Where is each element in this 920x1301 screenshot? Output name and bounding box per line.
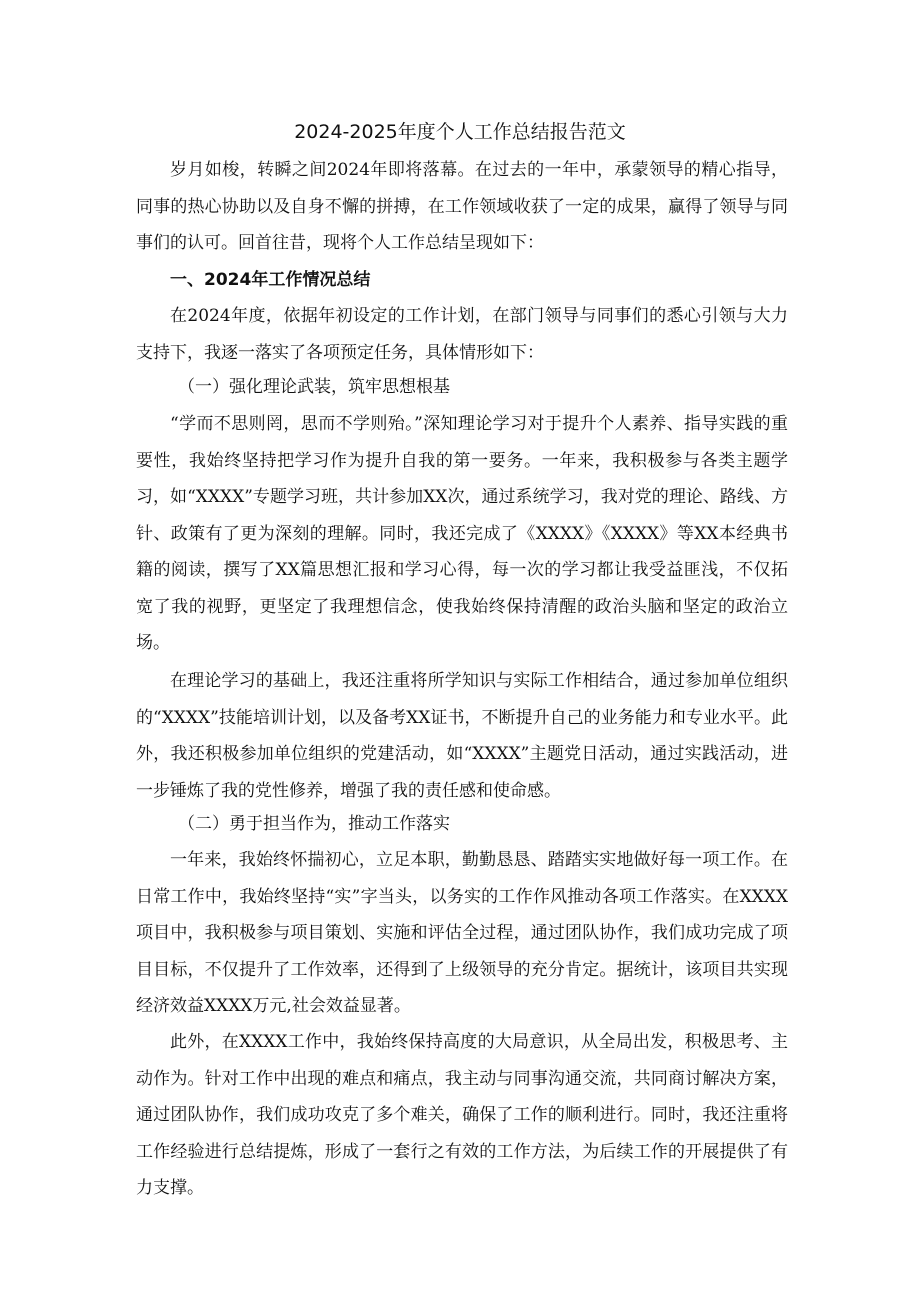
subsection-1-paragraph-1: “学而不思则罔，思而不学则殆。”深知理论学习对于提升个人素养、指导实践的重要性，我始终坚持把学习作为提升自我的第一要务。一年来，我积极参与各类主题学习，如“XXXX”专题学习班，共计参加XX次，通过系统学习，我对党的理论、路线、方针、政策有了更为深刻的理解。同时，我还完成了《XXXX》《XXXX》等XX本经典书籍的阅读，撰写了XX篇思想汇报和学习心得，每一次的学习都让我受益匪浅，不仅拓宽了我的视野，更坚定了我理想信念，使我始终保持清醒的政治头脑和坚定的政治立场。 <box>136 414 788 653</box>
subsection-heading-1: （一）强化理论武装，筑牢思想根基 <box>178 377 450 397</box>
document-title: 2024-2025年度个人工作总结报告范文 <box>294 121 626 143</box>
section-1-intro-paragraph: 在2024年度，依据年初设定的工作计划，在部门领导与同事们的悉心引领与大力支持下，我逐一落实了各项预定任务，具体情形如下： <box>136 306 788 363</box>
subsection-2-paragraph-1: 一年来，我始终怀揣初心，立足本职，勤勤恳恳、踏踏实实地做好每一项工作。在日常工作中，我始终坚持“实”字当头，以务实的工作作风推动各项工作落实。在XXXX项目中，我积极参与项目策划、实施和评估全过程，通过团队协作，我们成功完成了项目目标，不仅提升了工作效率，还得到了上级领导的充分肯定。据统计，该项目共实现经济效益XXXX万元,社会效益显著。 <box>136 850 788 1016</box>
subsection-2-paragraph-2: 此外，在XXXX工作中，我始终保持高度的大局意识，从全局出发，积极思考、主动作为。针对工作中出现的难点和痛点，我主动与同事沟通交流，共同商讨解决方案，通过团队协作，我们成功攻克了多个难关，确保了工作的顺利进行。同时，我还注重将工作经验进行总结提炼，形成了一套行之有效的工作方法，为后续工作的开展提供了有力支撑。 <box>136 1032 788 1198</box>
intro-paragraph: 岁月如梭，转瞬之间2024年即将落幕。在过去的一年中，承蒙领导的精心指导，同事的热心协助以及自身不懈的拼搏，在工作领域收获了一定的成果，赢得了领导与同事们的认可。回首往昔，现将个人工作总结呈现如下： <box>136 160 788 253</box>
section-heading-1: 一、2024年工作情况总结 <box>170 270 371 290</box>
subsection-heading-2: （二）勇于担当作为，推动工作落实 <box>178 814 450 834</box>
subsection-1-paragraph-2: 在理论学习的基础上，我还注重将所学知识与实际工作相结合，通过参加单位组织的“XXXX”技能培训计划，以及备考XX证书，不断提升自己的业务能力和专业水平。此外，我还积极参加单位组织的党建活动，如“XXXX”主题党日活动，通过实践活动，进一步锤炼了我的党性修养，增强了我的责任感和使命感。 <box>136 671 788 801</box>
